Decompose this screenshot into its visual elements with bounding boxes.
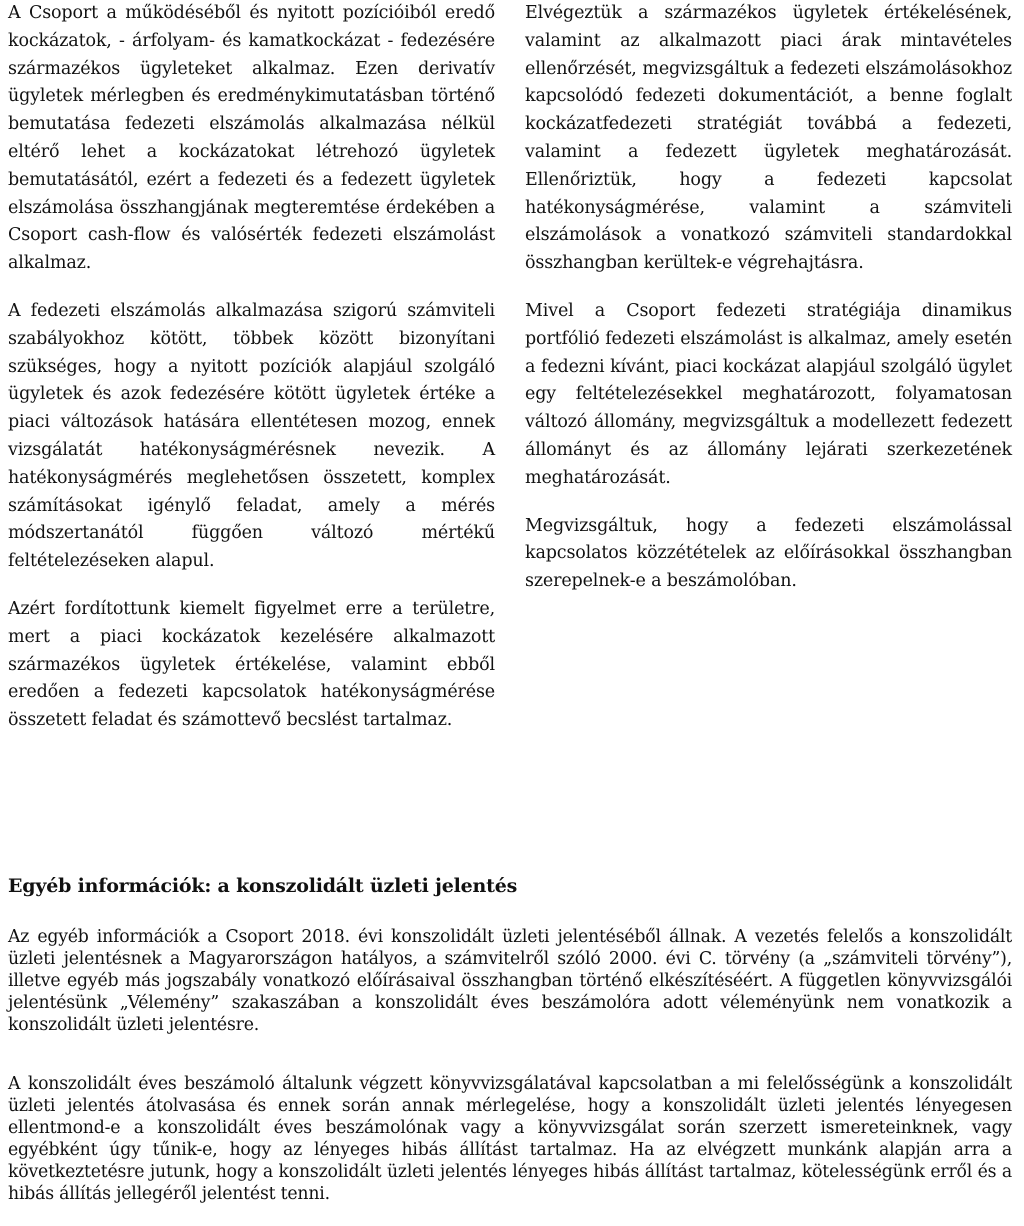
section-paragraph-responsibility: Az egyéb információk a Csoport 2018. évi konszolidált üzleti jelentéséből állnak. A vezetés felelős a konszolidált üzleti jelentésnek a Magyarországon hatályos, a számvitelről szóló 2000. évi C. törvény (a „számviteli törvény”), illetve egyéb más jogszabály vonatkozó előírásaival összhangban történő elkészítéséért. A független könyvvizsgálói jelentésünk „Vélemény” szakaszában a konszolidált éves beszámolóra adott véleményünk nem vonatkozik a konszolidált üzleti jelentésre. bbox=[8, 927, 1012, 1035]
left-paragraph-hedging-derivatives: A Csoport a működéséből és nyitott pozícióiból eredő kockázatok, - árfolyam- és kamatkockázat - fedezésére származékos ügyleteket alkalmaz. Ezen derivatív ügyletek mérlegben és eredménykimutatásban történő bemutatása fedezeti elszámolás alkalmazása nélkül eltérő lehet a kockázatokat létrehozó ügyletek bemutatásától, ezért a fedezeti és a fedezett ügyletek elszámolása összhangjának megteremtése érdekében a Csoport cash-flow és valósérték fedezeti elszámolást alkalmaz. bbox=[8, 3, 495, 274]
left-paragraph-key-audit-reason: Azért fordítottunk kiemelt figyelmet erre a területre, mert a piaci kockázatok kezelésére alkalmazott származékos ügyletek értékelése, valamint ebből eredően a fedezeti kapcsolatok hatékonyságmérése összetett feladat és számottevő becslést tartalmaz. bbox=[8, 598, 495, 731]
right-column bbox=[525, 0, 1012, 755]
right-paragraph-audit-procedures: Elvégeztük a származékos ügyletek értékelésének, valamint az alkalmazott piaci árak mintavételes ellenőrzését, megvizsgáltuk a fedezeti elszámolásokhoz kapcsolódó fedezeti dokumentációt, a benne foglalt kockázatfedezeti stratégiát továbbá a fedezeti, valamint a fedezett ügyletek meghatározását. Ellenőriztük, hogy a fedezeti kapcsolat hatékonyságmérése, valamint a számviteli elszámolások a vonatkozó számviteli standardokkal összhangban kerültek-e végrehajtásra. bbox=[525, 3, 1012, 274]
right-paragraph-disclosures: Megvizsgáltuk, hogy a fedezeti elszámolással kapcsolatos közzétételek az előírásokkal összhangban szerepelnek-e a beszámolóban. bbox=[525, 515, 1012, 592]
right-paragraph-dynamic-portfolio: Mivel a Csoport fedezeti stratégiája dinamikus portfólió fedezeti elszámolást is alkalmaz, amely esetén a fedezni kívánt, piaci kockázat alapjául szolgáló ügylet egy feltételezésekkel meghatározott, folyamatosan változó állomány, megvizsgáltuk a modellezett fedezett állományt és az állomány lejárati szerkezetének meghatározását. bbox=[525, 300, 1012, 488]
section-heading: Egyéb információk: a konszolidált üzleti jelentés bbox=[8, 875, 518, 897]
section-paragraph-auditor-duty: A konszolidált éves beszámoló általunk végzett könyvvizsgálatával kapcsolatban a mi felelősségünk a konszolidált üzleti jelentés átolvasása és ennek során annak mérlegelése, hogy a konszolidált üzleti jelentés lényegesen ellentmond-e a konszolidált éves beszámolónak vagy a könyvvizsgálat során szerzett ismereteinknek, vagy egyébként úgy tűnik-e, hogy az lényeges hibás állítást tartalmaz. Ha az elvégzett munkánk alapján arra a következtetésre jutunk, hogy a konszolidált üzleti jelentés lényeges hibás állítást tartalmaz, kötelességünk erről és a hibás állítás jellegéről jelentést tenni. bbox=[8, 1074, 1012, 1204]
left-column bbox=[8, 0, 495, 755]
left-paragraph-hedge-accounting-rules: A fedezeti elszámolás alkalmazása szigorú számviteli szabályokhoz kötött, többek között bizonyítani szükséges, hogy a nyitott pozíciók alapjául szolgáló ügyletek és azok fedezésére kötött ügyletek értéke a piaci változások hatására ellentétesen mozog, ennek vizsgálatát hatékonyságmérésnek nevezik. A hatékonyságmérés meglehetősen összetett, komplex számításokat igénylő feladat, amely a mérés módszertanától függően változó mértékű feltételezéseken alapul. bbox=[8, 300, 495, 572]
two-column-section bbox=[8, 0, 1012, 755]
